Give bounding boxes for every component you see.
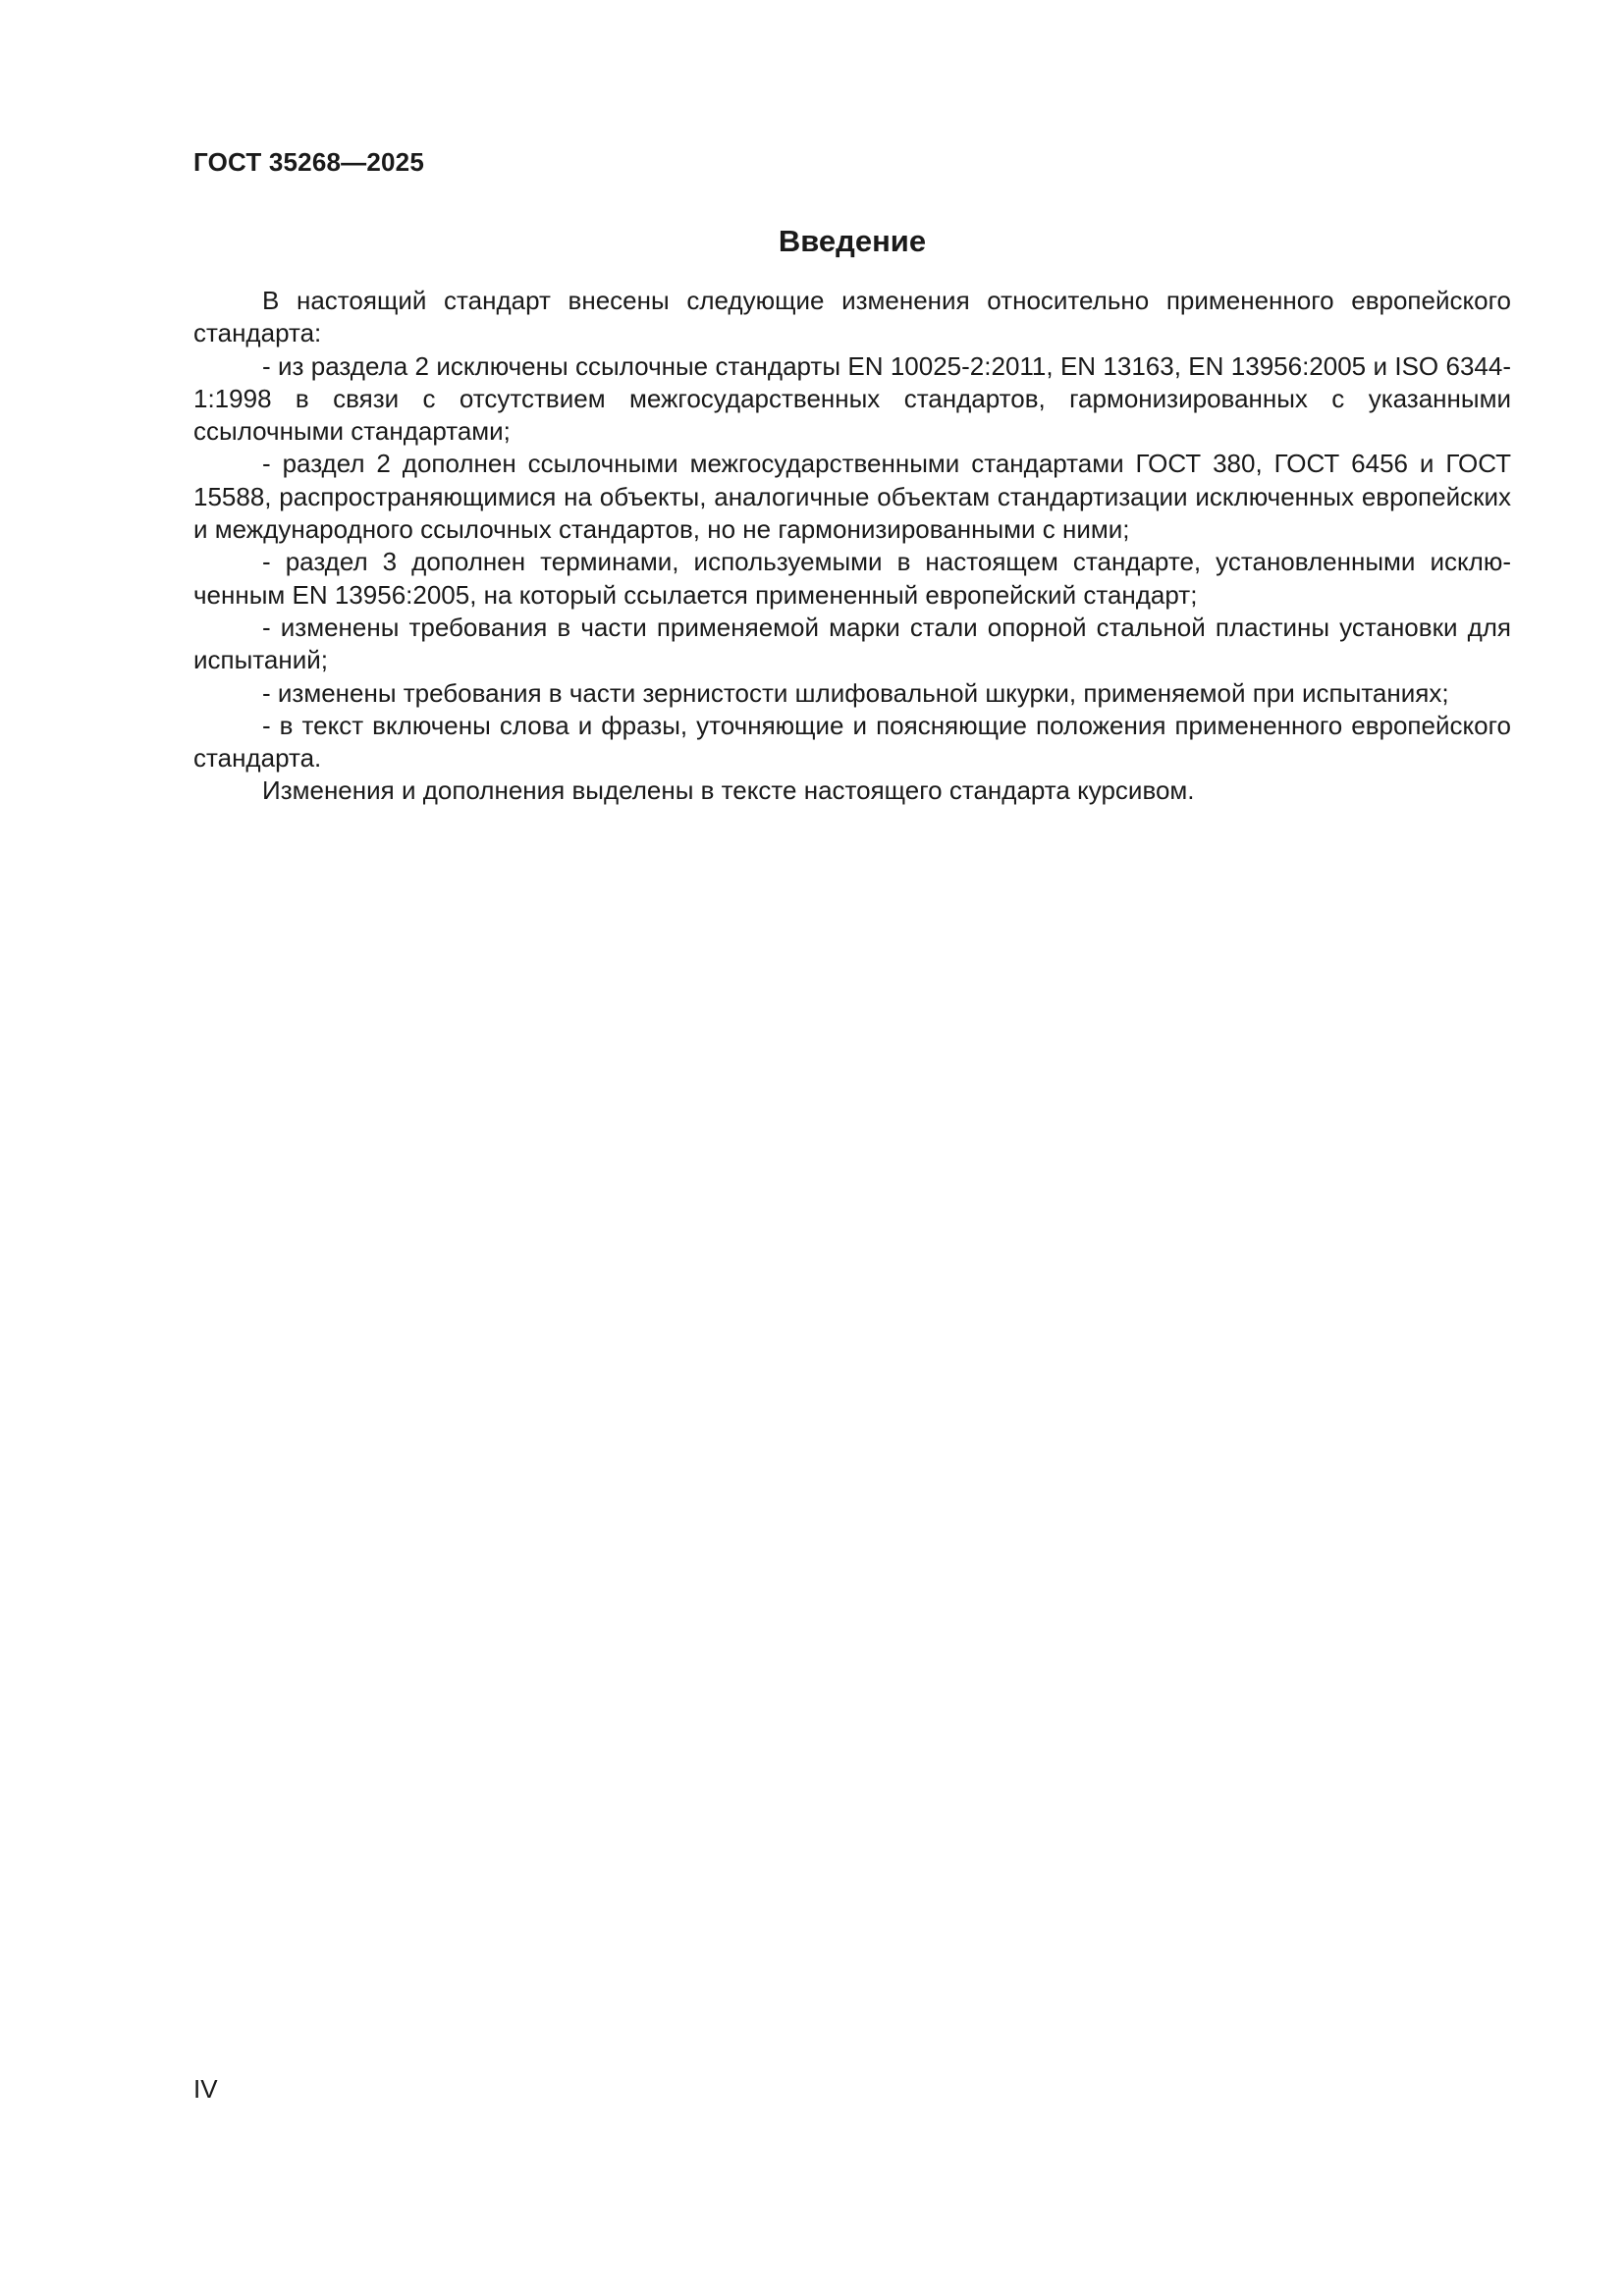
paragraph: - изменены требования в части применяемой марки стали опорной стальной пластины установки для испытаний; — [193, 612, 1511, 675]
document-number: ГОСТ 35268—2025 — [193, 147, 424, 177]
paragraph: В настоящий стандарт внесены следующие изменения относительно примененного европейского стандарта: — [193, 286, 1511, 348]
page-number: IV — [193, 2074, 218, 2104]
section-body — [193, 285, 1511, 808]
paragraph: - из раздела 2 исключены ссылочные стандарты EN 10025-2:2011, EN 13163, EN 13956:2005 и ISO 6344-1:1998 в связи с отсутствием межгосударственных стандартов, гармонизированных с указанными ссылочными стандартами; — [193, 350, 1511, 447]
paragraph: - изменены требования в части зернистости шлифовальной шкурки, применяемой при испытаниях; — [262, 677, 1449, 708]
paragraph: Изменения и дополнения выделены в тексте настоящего стандарта курсивом. — [262, 775, 1195, 806]
paragraph: - раздел 3 дополнен терминами, используемыми в настоящем стандарте, установленными исключенным EN 13956:2005, на который ссылается примененный европейский стандарт; — [193, 547, 1511, 610]
paragraph: - раздел 2 дополнен ссылочными межгосударственными стандартами ГОСТ 380, ГОСТ 6456 и ГОСТ 15588, распространяющимися на объекты, аналогичные объектам стандартизации исключенных европейских и международного ссылочных стандартов, но не гармонизированными с ними; — [193, 449, 1511, 545]
paragraph: - в текст включены слова и фразы, уточняющие и поясняющие положения примененного европейского стандарта. — [193, 710, 1511, 774]
section-title: Введение — [778, 224, 927, 258]
